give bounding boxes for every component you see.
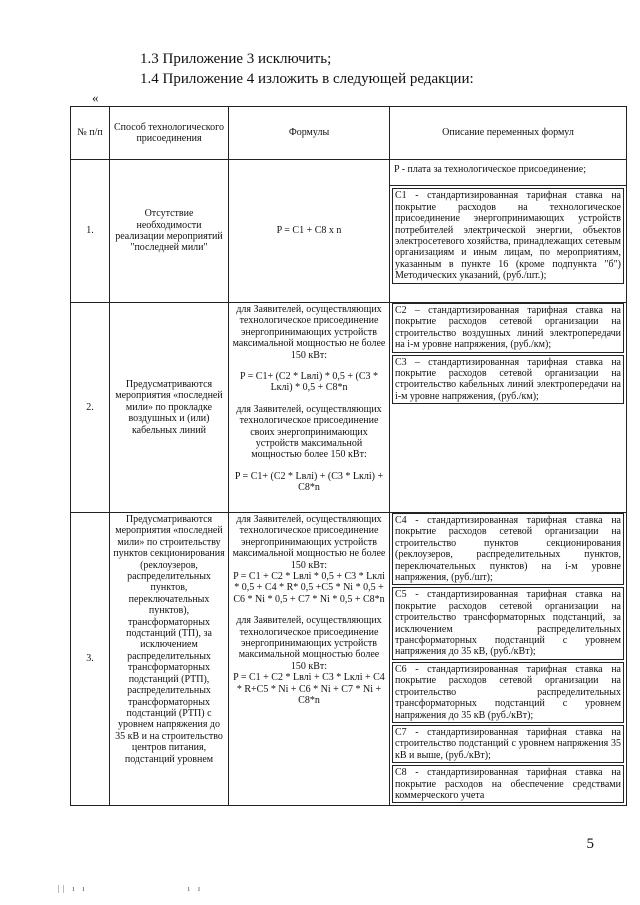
row-number: 1. xyxy=(71,160,110,303)
col-header-formulas: Формулы xyxy=(229,107,390,160)
row-description xyxy=(390,160,627,303)
formula-condition: для Заявителей, осуществляющих технологическое присоединение своих энергопринимающих устройств максимальной мощностью более 150 кВт: xyxy=(236,403,382,461)
description-item: C8 - стандартизированная тарифная ставка на покрытие расходов на обеспечение средствами коммерческого учета xyxy=(392,765,624,803)
description-item: C6 - стандартизированная тарифная ставка на покрытие расходов сетевой организации на строительство распределительных трансформаторных подстанций с уровнем напряжения до 35 кВ (руб./кВт); xyxy=(392,662,624,723)
formula: P = C1 + C2 * Lвлi + C3 * Lклi + C4 * R+C5 * Ni + C6 * Ni + C7 * Ni + C8*n xyxy=(233,672,385,707)
row-description xyxy=(390,303,627,513)
col-header-method: Способ технологического присоединения xyxy=(110,107,229,160)
row-number: 2. xyxy=(71,303,110,513)
instruction-line-1: 1.3 Приложение 3 исключить; xyxy=(140,51,332,67)
scan-artifact-marks: || ı ı ı ı xyxy=(58,884,204,893)
description-item: C5 - стандартизированная тарифная ставка на покрытие расходов сетевой организации на строительство трансформаторных подстанций, за исключением распределительных трансформаторных подстанций с уровнем напряжения до 35 кВ, (руб./кВт); xyxy=(392,587,624,659)
page-number: 5 xyxy=(586,836,594,852)
description-item: C1 - стандартизированная тарифная ставка на покрытие расходов на технологическое присоединение энергопринимающих устройств потребителей электрической энергии, объектов электросетевого хозяйства, принадлежащих сетевым организациям и иным лицам, по мероприятиям, указанным в пункте 16 (кроме подпункта "б") Методических указаний, (руб./шт.); xyxy=(392,188,624,283)
row-number: 3. xyxy=(71,513,110,806)
row-formulas xyxy=(229,303,390,513)
col-header-number: № п/п xyxy=(71,107,110,160)
col-header-description: Описание переменных формул xyxy=(390,107,627,160)
table-row xyxy=(71,513,627,806)
row-formula: P = C1 + C8 x n xyxy=(229,160,390,303)
row-description xyxy=(390,513,627,806)
opening-quote: « xyxy=(92,90,99,105)
formula-condition: для Заявителей, осуществляющих технологическое присоединение энергопринимающих устройств максимальной мощностью не более 150 кВт: xyxy=(232,514,386,571)
description-item: C3 – стандартизированная тарифная ставка на покрытие расходов сетевой организации на строительство кабельных линий электропередачи на i-м уровне напряжения, (руб./км); xyxy=(392,355,624,405)
formula: P = C1+ (C2 * Lвлi) * 0,5 + (C3 * Lклi) * 0,5 + C8*n xyxy=(239,371,379,394)
row-method: Предусматриваются мероприятия «последней мили» по прокладке воздушных и (или) кабельных линий xyxy=(110,303,229,513)
formula: P = C1+ (C2 * Lвлi) + (C3 * Lклi) + C8*n xyxy=(234,470,384,494)
formula-condition: для Заявителей, осуществляющих технологическое присоединение энергопринимающих устройств максимальной мощностью не более 150 кВт: xyxy=(232,304,386,361)
description-item: C2 – стандартизированная тарифная ставка на покрытие расходов сетевой организации на строительство воздушных линий электропередачи на i-м уровне напряжения, (руб./км); xyxy=(392,303,624,353)
formula: P = C1 + C2 * Lвлi * 0,5 + C3 * Lклi * 0,5 + C4 * R* 0,5 +C5 * Ni * 0,5 + C6 * Ni * 0,5 + C7 * Ni * 0,5 + C8*n xyxy=(233,571,385,605)
row-formulas xyxy=(229,513,390,806)
row-method: Предусматриваются мероприятия «последней мили» по строительству пунктов секционирования (реклоузеров, распределительных пунктов, переключательных пунктов), трансформаторных подстанций (ТП), за исключением распределительных трансформаторных подстанций (РТП), распределительных трансформаторных подстанций (РТП) с уровнем напряжения до 35 кВ и на строительство центров питания, подстанций уровнем xyxy=(110,513,229,806)
instruction-line-2: 1.4 Приложение 4 изложить в следующей редакции: xyxy=(140,71,474,87)
formula-condition: для Заявителей, осуществляющих технологическое присоединение энергопринимающих устройств максимальной мощностью более 150 кВт: xyxy=(236,615,382,672)
description-item: C4 - стандартизированная тарифная ставка на покрытие расходов сетевой организации на строительство пунктов секционирования (реклоузеров, распределительных пунктов, переключательных пунктов) на i-м уровне напряжения, (руб./шт); xyxy=(392,513,624,585)
table-header-row xyxy=(71,107,627,160)
description-item: P - плата за технологическое присоединение; xyxy=(390,160,626,186)
description-item: C7 - стандартизированная тарифная ставка на строительство подстанций с уровнем напряжения 35 кВ и выше, (руб./кВт); xyxy=(392,725,624,763)
table-row xyxy=(71,303,627,513)
table-row xyxy=(71,160,627,303)
tariff-formula-table xyxy=(70,106,627,806)
row-method: Отсутствие необходимости реализации мероприятий "последней мили" xyxy=(110,160,229,303)
